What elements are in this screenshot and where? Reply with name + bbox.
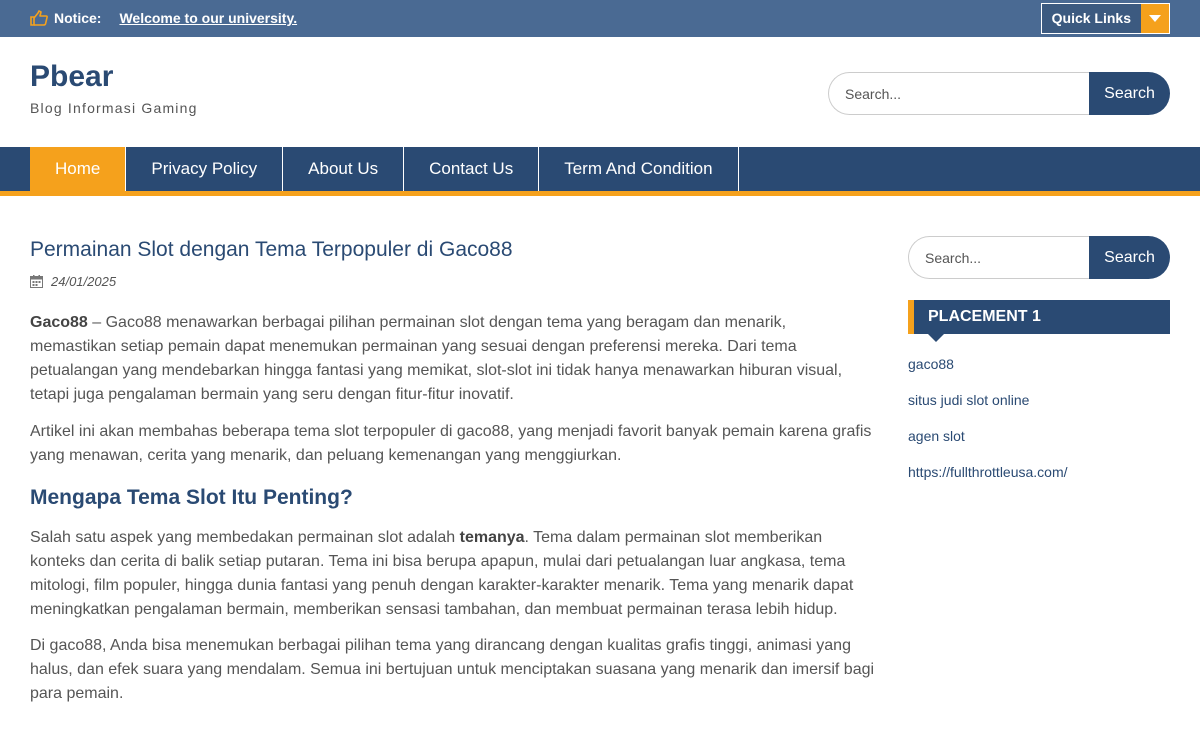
nav-item-home[interactable]: Home [30,147,126,191]
notice-label: Notice: [54,10,102,26]
site-tagline: Blog Informasi Gaming [30,100,198,116]
post-paragraph-2: Artikel ini akan membahas beberapa tema slot terpopuler di gaco88, yang menjadi favorit banyak pemain karena grafis yang menawan, cerita yang menarik, dan peluang kemenangan yang menggiurkan. [30,423,872,464]
widget-link-fullthrottleusa[interactable]: https://fullthrottleusa.com/ [908,464,1068,480]
post-date[interactable]: 24/01/2025 [51,274,117,289]
site-title[interactable]: Pbear [30,60,114,93]
post-keyword-link[interactable]: Gaco88 [30,314,88,331]
nav-item-privacy-policy[interactable]: Privacy Policy [126,147,283,191]
caret-down-icon[interactable] [1141,4,1169,33]
sidebar-search-input[interactable] [908,236,1089,279]
post-subheading: Mengapa Tema Slot Itu Penting? [30,486,353,509]
widget-link-situs-judi-slot-online[interactable]: situs judi slot online [908,392,1030,408]
post-content [30,236,875,706]
notice-link[interactable]: Welcome to our university. [119,10,298,26]
post-paragraph-4: Di gaco88, Anda bisa menemukan berbagai pilihan tema yang dirancang dengan kualitas grafis tinggi, animasi yang halus, dan efek suara yang mendalam. Semua ini bertujuan untuk menciptakan suasana yang menarik dan imersif bagi para pemain. [30,637,875,702]
calendar-icon [30,275,43,288]
sidebar-search-form [908,236,1170,279]
quick-links-label: Quick Links [1051,10,1131,26]
nav-item-about-us[interactable]: About Us [283,147,404,191]
post-title[interactable]: Permainan Slot dengan Tema Terpopuler di Gaco88 [30,238,513,261]
hand-pointing-icon [30,9,48,27]
nav-item-contact-us[interactable]: Contact Us [404,147,539,191]
header-search-input[interactable] [828,72,1089,115]
main-navigation [0,147,1200,196]
sidebar-search-button[interactable]: Search [1089,236,1170,279]
post-paragraph-3-before: Salah satu aspek yang membedakan permainan slot adalah [30,529,460,546]
widget-link-agen-slot[interactable]: agen slot [908,428,965,444]
post-paragraph-3 [30,526,875,622]
widget-title: PLACEMENT 1 [908,300,1170,334]
post-meta [30,274,875,289]
post-paragraph-3-strong: temanya [459,529,525,546]
post-paragraph-1 [30,311,875,407]
notice [30,9,297,27]
widget-link-gaco88[interactable]: gaco88 [908,356,954,372]
header-search-form [828,72,1170,115]
top-notice-bar [0,0,1200,37]
post-paragraph-3-after: . Tema dalam permainan slot memberikan konteks dan cerita di balik setiap putaran. Tema ini bisa berupa apapun, mulai dari petualangan luar angkasa, tema mitologi, film populer, hingga dunia fantasi yang penuh dengan karakter-karakter menarik. Tema yang menarik dapat meningkatkan pengalaman bermain, memberikan sensasi tambahan, dan membuat permainan terasa lebih hidup. [30,529,854,618]
widget-title-pointer [928,334,944,342]
header-search-button[interactable]: Search [1089,72,1170,115]
nav-item-term-and-condition[interactable]: Term And Condition [539,147,738,191]
post-paragraph-1-text: – Gaco88 menawarkan berbagai pilihan permainan slot dengan tema yang beragam dan menarik, memastikan setiap pemain dapat menemukan permainan yang sesuai dengan preferensi mereka. Dari tema petualangan yang mendebarkan hingga fantasi yang memikat, slot-slot ini tidak hanya menawarkan hiburan visual, tetapi juga pengalaman bermain yang seru dengan fitur-fitur inovatif. [30,314,843,403]
quick-links-button[interactable] [1041,3,1170,34]
widget-link-list [908,352,1068,496]
